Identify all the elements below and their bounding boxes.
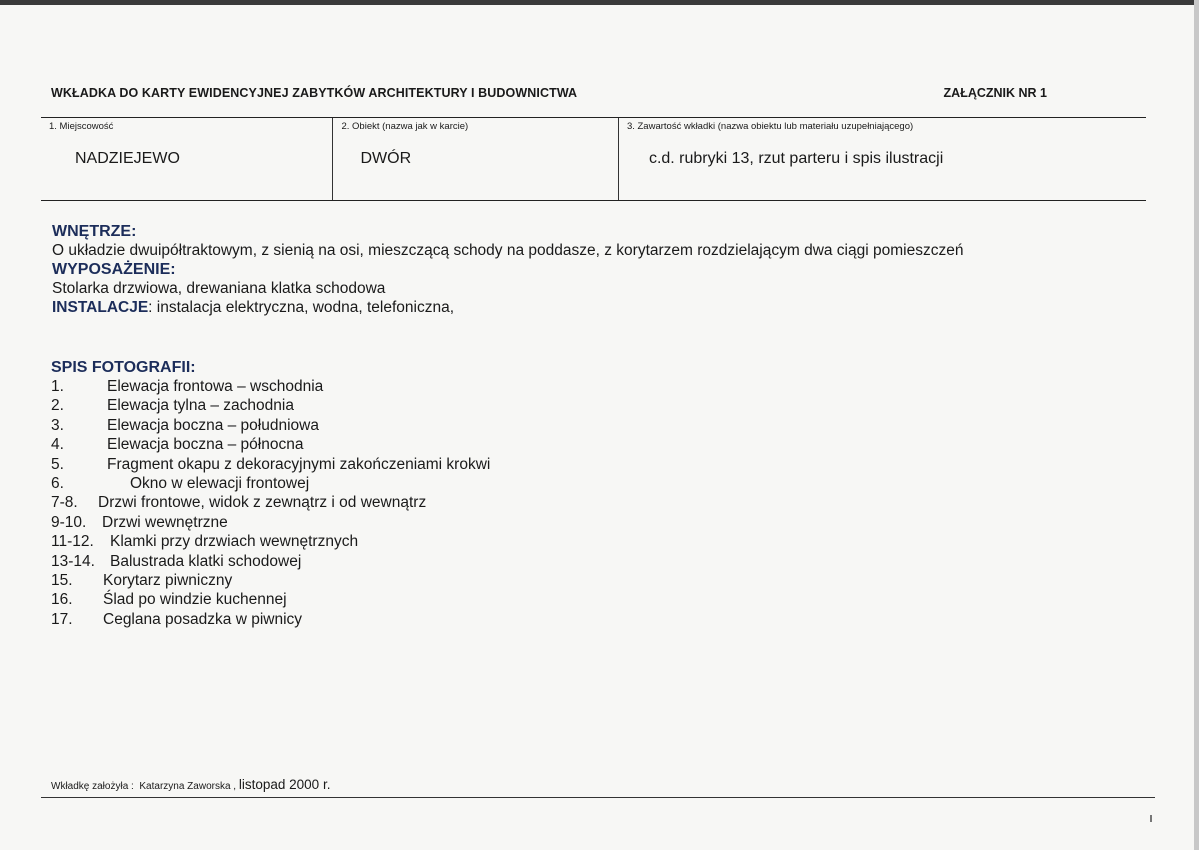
item-number: 9-10. — [51, 513, 87, 531]
field-label: 1. Miejscowość — [49, 121, 114, 132]
installations-heading: INSTALACJE — [52, 299, 149, 316]
equipment-text: Stolarka drzwiowa, drewaniana klatka schodowa — [52, 280, 386, 297]
field-object — [333, 118, 618, 201]
list-item — [51, 513, 228, 533]
list-item — [51, 436, 304, 455]
footer-label: Wkładkę założyła : — [51, 781, 134, 792]
item-number: 3. — [51, 416, 64, 434]
item-number: 11-12. — [51, 533, 94, 551]
item-text: Elewacja boczna – północna — [107, 436, 304, 454]
interior-heading: WNĘTRZE: — [52, 223, 137, 240]
field-value: NADZIEJEWO — [75, 150, 180, 167]
item-text: Klamki przy drzwiach wewnętrznych — [110, 533, 359, 551]
item-number: 17. — [51, 610, 73, 628]
item-number: 6. — [51, 474, 64, 492]
list-item — [51, 416, 319, 436]
item-text: Drzwi wewnętrzne — [102, 513, 228, 531]
item-number: 15. — [51, 571, 73, 589]
item-text: Drzwi frontowe, widok z zewnątrz i od wewnątrz — [98, 494, 427, 512]
item-number: 13-14. — [51, 552, 95, 570]
list-item — [51, 378, 324, 397]
annex-label: ZAŁĄCZNIK NR 1 — [943, 86, 1047, 100]
photo-list-heading: SPIS FOTOGRAFII: — [51, 359, 196, 376]
photo-list — [51, 359, 491, 630]
field-label: 2. Obiekt (nazwa jak w karcie) — [341, 121, 469, 132]
right-edge-line — [1194, 0, 1199, 850]
field-contents — [618, 118, 1146, 201]
list-item — [51, 552, 302, 572]
footer-signature — [51, 777, 330, 792]
list-item — [51, 591, 287, 610]
field-value: DWÓR — [360, 150, 412, 167]
item-text: Elewacja frontowa – wschodnia — [107, 378, 324, 395]
list-item — [51, 533, 359, 552]
top-edge-line — [0, 0, 1199, 5]
footer-date: listopad 2000 r. — [238, 777, 331, 792]
field-value: c.d. rubryki 13, rzut parteru i spis ilustracji — [648, 150, 944, 167]
footer-author: Katarzyna Zaworska , — [139, 781, 237, 792]
list-item — [51, 397, 294, 416]
field-locality — [41, 118, 333, 201]
fields-table — [41, 117, 1146, 201]
item-text: Fragment okapu z dekoracyjnymi zakończeniami krokwi — [107, 455, 491, 473]
item-text: Balustrada klatki schodowej — [110, 552, 302, 570]
list-item — [51, 571, 233, 591]
item-number: 2. — [51, 397, 64, 415]
item-text: Elewacja boczna – południowa — [107, 416, 319, 434]
footer-line — [41, 797, 1155, 798]
item-number: 1. — [51, 378, 64, 395]
list-item — [51, 455, 491, 475]
list-item — [51, 494, 427, 513]
installations-line — [52, 298, 963, 317]
installations-text: : instalacja elektryczna, wodna, telefoniczna, — [148, 299, 455, 316]
interior-text: O układzie dwuipółtraktowym, z sienią na osi, mieszczącą schody na poddasze, z korytarzem rozdzielającym dwa ciągi pomieszczeń — [52, 242, 964, 259]
item-number: 5. — [51, 455, 64, 473]
item-text: Okno w elewacji frontowej — [130, 474, 310, 492]
document-title: WKŁADKA DO KARTY EWIDENCYJNEJ ZABYTKÓW ARCHITEKTURY I BUDOWNICTWA — [51, 86, 578, 100]
item-number: 4. — [51, 436, 64, 454]
item-number: 16. — [51, 591, 73, 609]
edge-mark — [1150, 815, 1152, 822]
list-item — [51, 474, 310, 494]
document-header — [51, 86, 1047, 106]
item-number: 7-8. — [51, 494, 78, 512]
interior-section — [52, 222, 963, 317]
item-text: Ślad po windzie kuchennej — [103, 591, 287, 609]
list-item — [51, 610, 303, 630]
item-text: Elewacja tylna – zachodnia — [107, 397, 294, 415]
field-label: 3. Zawartość wkładki (nazwa obiektu lub materiału uzupełniającego) — [626, 121, 914, 132]
item-text: Korytarz piwniczny — [103, 571, 233, 589]
equipment-heading: WYPOSAŻENIE: — [52, 261, 176, 278]
item-text: Ceglana posadzka w piwnicy — [103, 610, 303, 628]
